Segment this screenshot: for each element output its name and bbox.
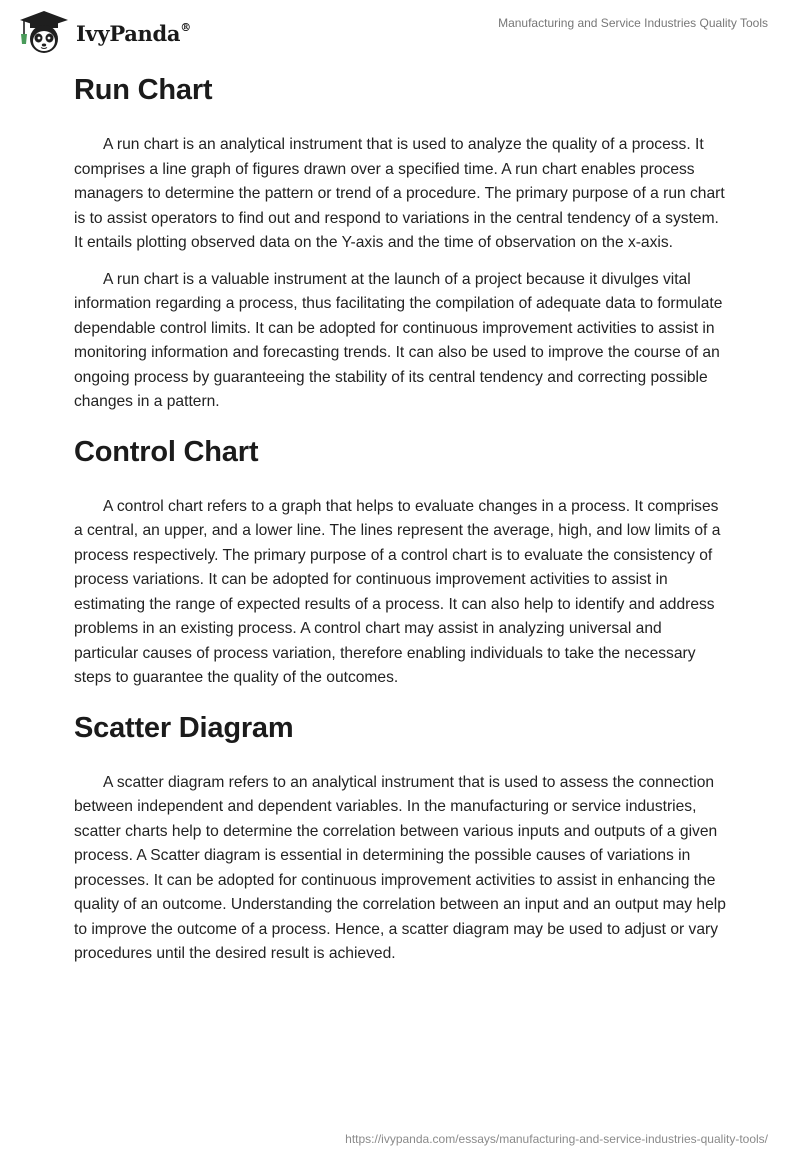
section-heading: Run Chart bbox=[74, 74, 213, 106]
panda-logo-icon bbox=[14, 8, 76, 54]
paragraph: A scatter diagram refers to an analytical instrument that is used to assess the connection between independent and dependent variables. In the manufacturing or service industries, scatter charts help to determine the correlation between various inputs and outputs of a given process. A Scatter diagram is essential in determining the possible causes of variations in processes. It can be adopted for continuous improvement activities to assist in enhancing the quality of an outcome. Understanding the correlation between an input and an output may help to improve the outcome of a process. Hence, a scatter diagram may be used to adjust or vary procedures until the desired result is achieved. bbox=[74, 773, 726, 962]
section-run-chart bbox=[74, 68, 729, 415]
paragraph: A run chart is an analytical instrument that is used to analyze the quality of a process. It comprises a line graph of figures drawn over a specified time. A run chart enables process managers to determine the pattern or trend of a procedure. The primary purpose of a run chart is to assist operators to find out and respond to variations in the central tendency of a system. It entails plotting observed data on the Y-axis and the time of observation on the x-axis. bbox=[74, 136, 725, 251]
section-heading: Control Chart bbox=[74, 435, 259, 468]
paragraph: A run chart is a valuable instrument at the launch of a project because it divulges vital information regarding a process, thus facilitating the compilation of adequate data to formulate dependable control limits. It can be adopted for continuous improvement activities to assist in monitoring information and forecasting trends. It can also be used to improve the course of an ongoing process by guaranteeing the stability of its central tendency and correcting possible changes in a pattern. bbox=[74, 270, 723, 410]
paragraph: A control chart refers to a graph that helps to evaluate changes in a process. It comprises a central, an upper, and a lower line. The lines represent the average, high, and low limits of a process respectively. The primary purpose of a control chart is to evaluate the consistency of process variations. It can be adopted for continuous improvement activities to assist in estimating the range of expected results of a process. It can also help to identify and address problems in an existing process. A control chart may assist in analyzing universal and particular causes of process variation, therefore enabling individuals to take the necessary steps to guarantee the quality of the outcomes. bbox=[74, 497, 721, 686]
document-title: Manufacturing and Service Industries Quality Tools bbox=[498, 16, 768, 30]
section-scatter-diagram bbox=[74, 706, 729, 967]
section-control-chart bbox=[74, 430, 729, 691]
ivypanda-logo[interactable] bbox=[14, 8, 191, 54]
registered-mark: ® bbox=[180, 20, 191, 34]
logo-wordmark: IvyPanda® bbox=[76, 20, 191, 46]
page-header bbox=[0, 0, 800, 60]
source-url-link[interactable]: https://ivypanda.com/essays/manufacturing-and-service-industries-quality-tools/ bbox=[345, 1132, 768, 1146]
essay-content bbox=[74, 68, 729, 967]
section-heading: Scatter Diagram bbox=[74, 711, 294, 744]
